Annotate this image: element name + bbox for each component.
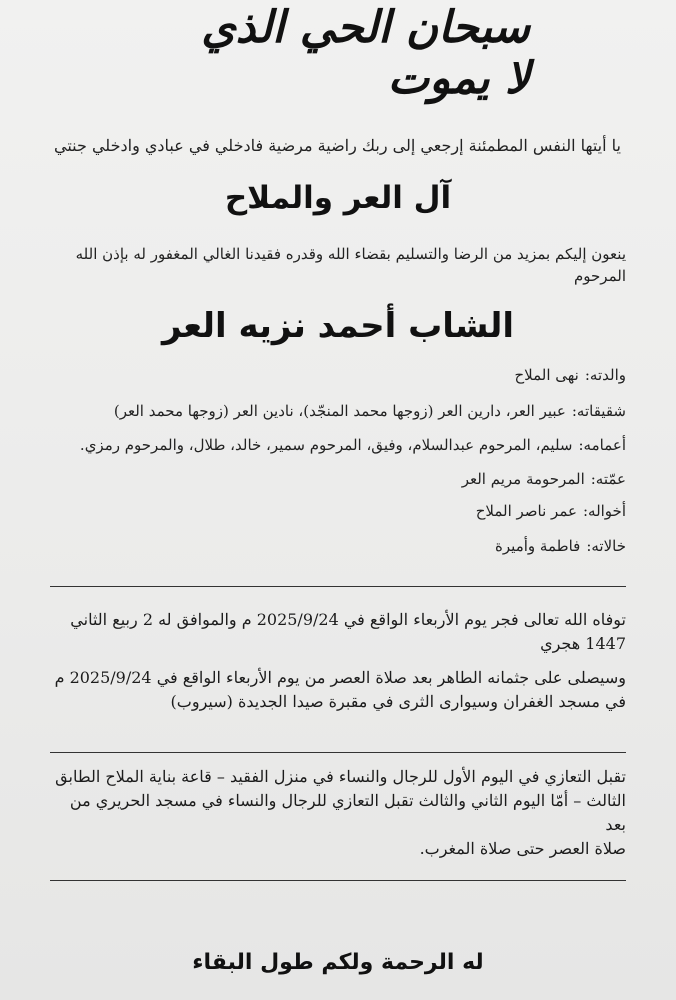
quran-verse: يا أيتها النفس المطمئنة إرجعي إلى ربك راضية مرضية فادخلي في عبادي وادخلي جنتي bbox=[54, 136, 621, 155]
relative-label: أعمامه: bbox=[578, 436, 626, 454]
relative-value: المرحومة مريم العر bbox=[461, 470, 585, 488]
relative-value: عمر ناصر الملاح bbox=[475, 502, 577, 520]
relative-mother bbox=[26, 366, 626, 384]
death-notice bbox=[50, 608, 626, 656]
announcement bbox=[46, 243, 626, 287]
relative-uncles bbox=[26, 436, 626, 454]
family-name: آل العر والملاح bbox=[224, 180, 452, 216]
relative-label: خالاته: bbox=[586, 537, 626, 555]
divider bbox=[50, 880, 626, 881]
relative-value: عبير العر، دارين العر (زوجها محمد المنجّد)، نادين العر (زوجها محمد العر) bbox=[113, 402, 566, 420]
condolence-notice-line: الثالث – أمّا اليوم الثاني والثالث تقبل التعازي للرجال والنساء في مسجد الحريري من بعد bbox=[69, 791, 626, 834]
relative-value: فاطمة وأميرة bbox=[495, 537, 581, 555]
prayer-notice bbox=[50, 666, 626, 714]
calligraphy-text: سبحان الحي الذي لا يموت bbox=[201, 2, 530, 104]
relative-label: أخواله: bbox=[582, 502, 626, 520]
relative-label: والدته: bbox=[584, 366, 626, 384]
deceased-name: الشاب أحمد نزيه العر bbox=[161, 306, 515, 346]
divider bbox=[50, 586, 626, 587]
prayer-notice-line: في مسجد الغفران وسيوارى الثرى في مقبرة صيدا الجديدة (سيروب) bbox=[170, 692, 626, 711]
death-notice-line: توفاه الله تعالى فجر يوم الأربعاء الواقع في 2025/9/24 م والموافق له 2 ربيع الثاني bbox=[70, 610, 626, 629]
condolence-notice-line: صلاة العصر حتى صلاة المغرب. bbox=[419, 839, 626, 858]
announcement-line: المرحوم bbox=[574, 267, 626, 285]
relative-value: نهى الملاح bbox=[514, 366, 579, 384]
condolence-notice-line: تقبل التعازي في اليوم الأول للرجال والنساء في منزل الفقيد – قاعة بناية الملاح الطابق bbox=[55, 767, 626, 786]
relative-sisters bbox=[26, 402, 626, 420]
closing-phrase: له الرحمة ولكم طول البقاء bbox=[192, 950, 484, 975]
relative-uncles-maternal bbox=[26, 502, 626, 520]
prayer-notice-line: وسيصلى على جثمانه الطاهر بعد صلاة العصر من يوم الأربعاء الواقع في 2025/9/24 م bbox=[54, 668, 626, 687]
condolence-notice bbox=[50, 765, 626, 861]
relative-aunt-paternal bbox=[26, 470, 626, 488]
relative-value: سليم، المرحوم عبدالسلام، وفيق، المرحوم سمير، خالد، طلال، والمرحوم رمزي. bbox=[79, 436, 573, 454]
relative-aunts-maternal bbox=[26, 537, 626, 555]
divider bbox=[50, 752, 626, 753]
relative-label: عمّته: bbox=[590, 470, 626, 488]
announcement-line: ينعون إليكم بمزيد من الرضا والتسليم بقضاء الله وقدره فقيدنا الغالي المغفور له بإذن الله bbox=[75, 245, 626, 263]
death-notice-line: 1447 هجري bbox=[540, 634, 626, 653]
relative-label: شقيقاته: bbox=[571, 402, 626, 420]
calligraphy-header bbox=[170, 2, 530, 104]
